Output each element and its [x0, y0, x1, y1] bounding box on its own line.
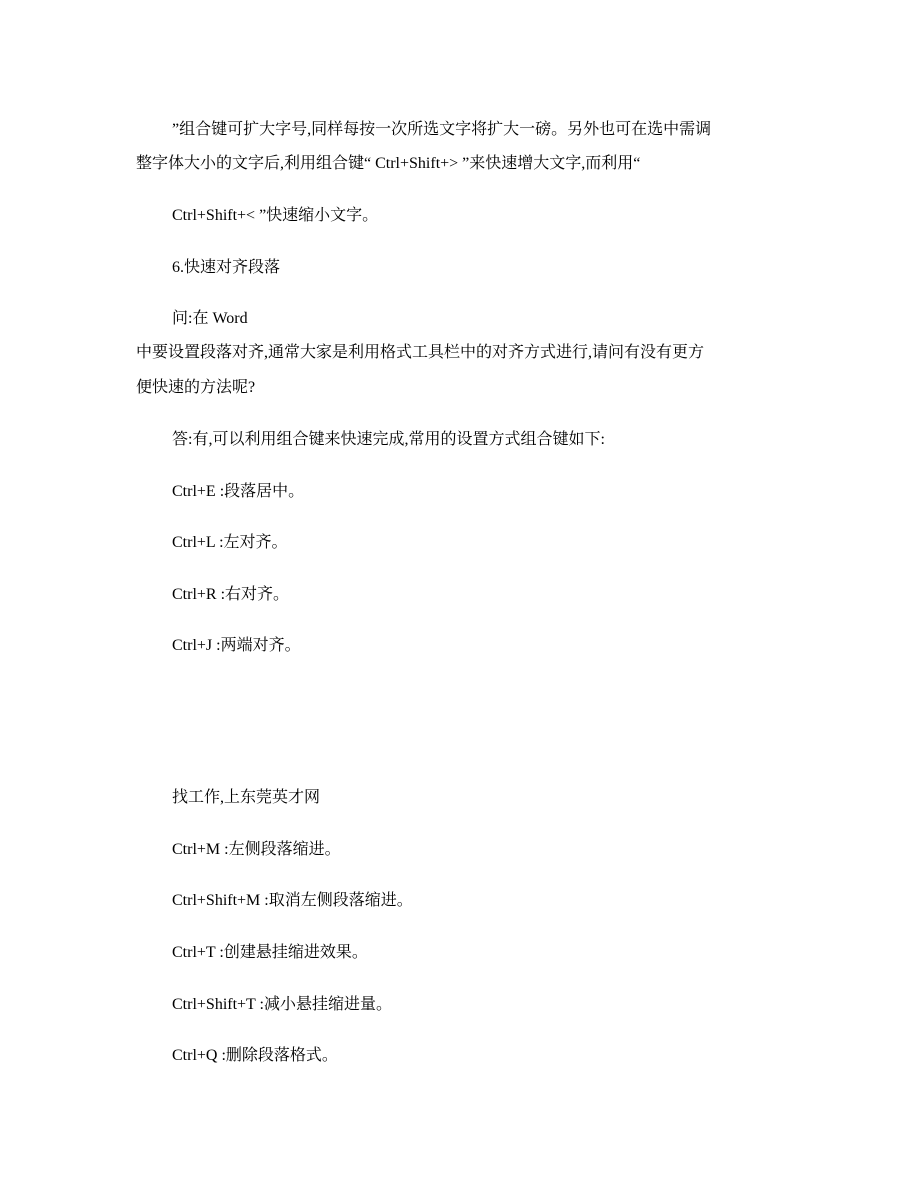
paragraph-line: Ctrl+Shift+< ”快速缩小文字。	[172, 207, 379, 224]
shortcut-item: Ctrl+Shift+T :减小悬挂缩进量。	[172, 996, 392, 1013]
paragraph-line: 整字体大小的文字后,利用组合键“ Ctrl+Shift+> ”来快速增大文字,而利用“	[136, 155, 641, 172]
shortcut-item: Ctrl+M :左侧段落缩进。	[172, 841, 341, 858]
answer-line: 答:有,可以利用组合键来快速完成,常用的设置方式组合键如下:	[172, 431, 605, 448]
question-line: 问:在 Word	[172, 310, 248, 327]
shortcut-item: Ctrl+T :创建悬挂缩进效果。	[172, 944, 368, 961]
paragraph-line: ”组合键可扩大字号,同样每按一次所选文字将扩大一磅。另外也可在选中需调	[172, 121, 712, 138]
shortcut-item: Ctrl+Shift+M :取消左侧段落缩进。	[172, 892, 413, 909]
section-heading: 6.快速对齐段落	[172, 259, 281, 276]
shortcut-item: Ctrl+J :两端对齐。	[172, 637, 301, 654]
shortcut-item: Ctrl+E :段落居中。	[172, 483, 305, 500]
question-line: 便快速的方法呢?	[136, 379, 256, 396]
shortcut-item: Ctrl+Q :删除段落格式。	[172, 1047, 338, 1064]
question-line: 中要设置段落对齐,通常大家是利用格式工具栏中的对齐方式进行,请问有没有更方	[136, 344, 705, 361]
shortcut-item: Ctrl+L :左对齐。	[172, 534, 288, 551]
ad-line: 找工作,上东莞英才网	[172, 789, 321, 806]
shortcut-item: Ctrl+R :右对齐。	[172, 586, 290, 603]
